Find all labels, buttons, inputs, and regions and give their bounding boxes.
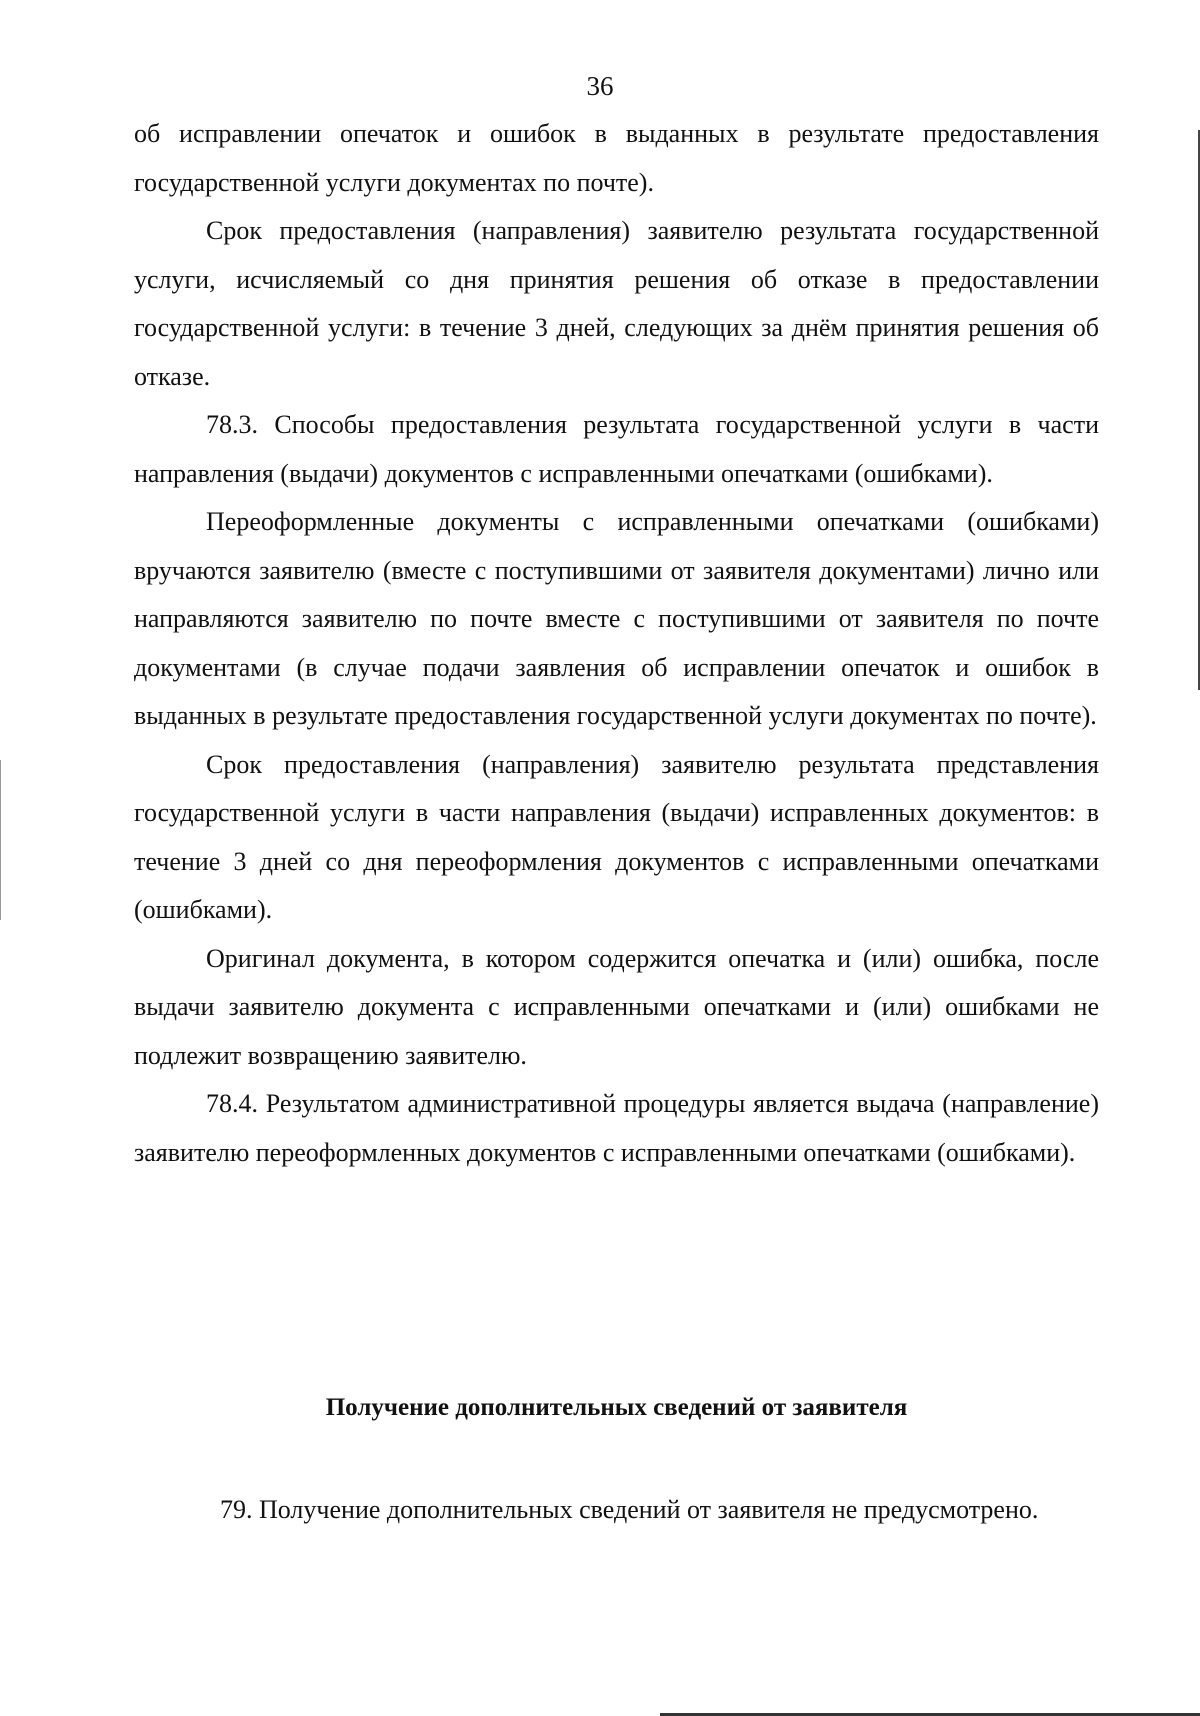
paragraph-reissued-documents: Переоформленные документы с исправленными опечатками (ошибками) вручаются заявителю (вместе с поступившими от заявителя документами) лично или направляются заявителю по почте вместе с поступившими от заявителя по почте документами (в случае подачи заявления об исправлении опечаток и ошибок в выданных в результате предоставления государственной услуги документах по почте). — [134, 507, 1099, 730]
paragraph-original-document: Оригинал документа, в котором содержится опечатка и (или) ошибка, после выдачи заявителю документа с исправленными опечатками и (или) ошибками не подлежит возвращению заявителю. — [134, 943, 1099, 1070]
paragraph-continuation: об исправлении опечаток и ошибок в выданных в результате предоставления государственной услуги документах по почте). — [134, 119, 1099, 197]
paragraph-78-3: 78.3. Способы предоставления результата государственной услуги в части направления (выдачи) документов с исправленными опечатками (ошибками). — [134, 410, 1099, 488]
paragraph-79: 79. Получение дополнительных сведений от заявителя не предусмотрено. — [220, 1495, 1039, 1524]
paragraph-78-4: 78.4. Результатом административной процедуры является выдача (направление) заявителю переоформленных документов с исправленными опечатками (ошибками). — [134, 1089, 1099, 1167]
page-number: 36 — [586, 71, 614, 101]
scan-edge-left — [0, 760, 1, 920]
section-heading: Получение дополнительных сведений от заявителя — [325, 1394, 908, 1421]
paragraph-deadline-reissue: Срок предоставления (направления) заявителю результата представления государственной услуги в части направления (выдачи) исправленных документов: в течение 3 дней со дня переоформления документов с исправленными опечатками (ошибками). — [134, 749, 1099, 924]
body-text — [134, 110, 1099, 1177]
paragraph-deadline-refusal: Срок предоставления (направления) заявителю результата государственной услуги, исчисляемый со дня принятия решения об отказе в предоставлении государственной услуги: в течение 3 дней, следующих за днём принятия решения об отказе. — [134, 216, 1099, 391]
